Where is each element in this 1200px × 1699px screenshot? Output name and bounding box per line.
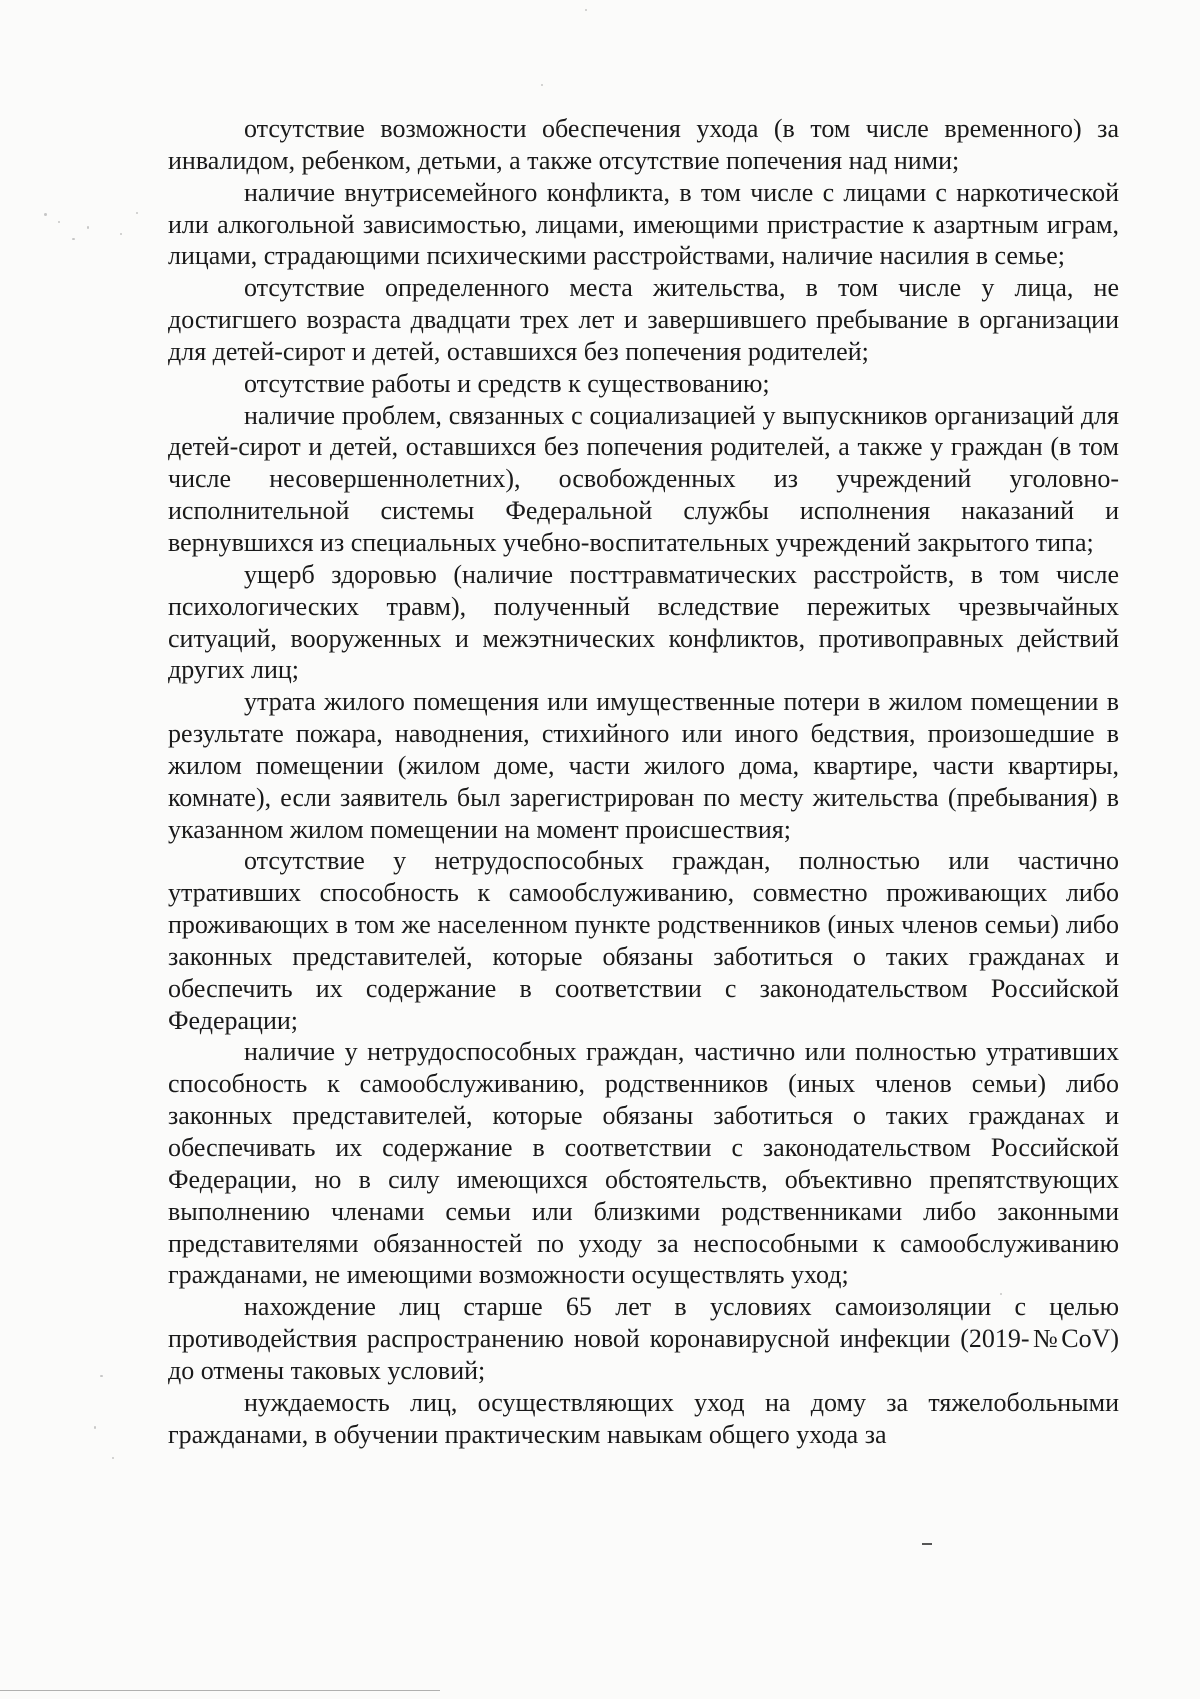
paragraph: наличие внутрисемейного конфликта, в том числе с лицами с наркотической или алкогольной зависимостью, лицами, имеющими пристрастие к азартным играм, лицами, страдающими психическими расстройствами, наличие насилия в семье; [168, 177, 1119, 271]
paragraph: отсутствие определенного места жительства, в том числе у лица, не достигшего возраста двадцати трех лет и завершившего пребывание в организации для детей-сирот и детей, оставшихся без попечения родителей; [168, 273, 1119, 366]
paragraph: ущерб здоровью (наличие посттравматических расстройств, в том числе психологических травм), полученный вследствие пережитых чрезвычайных ситуаций, вооруженных и межэтнических конфликтов, противоправных действий других лиц; [168, 559, 1119, 685]
scan-speck [541, 84, 543, 86]
paragraph: отсутствие у нетрудоспособных граждан, полностью или частично утративших способность к самообслуживанию, совместно проживающих либо проживающих в том же населенном пункте родственников (иных членов семьи) либо законных представителей, которые обязаны заботиться о таких гражданах и обеспечить их содержание в соответствии с законодательством Российской Федерации; [168, 846, 1119, 1035]
paragraph: нахождение лиц старше 65 лет в условиях самоизоляции с целью противодействия распространению новой коронавирусной инфекции (2019-№CoV) до отмены таковых условий; [168, 1292, 1119, 1385]
scan-speck [136, 212, 138, 214]
paragraph: отсутствие возможности обеспечения ухода (в том числе временного) за инвалидом, ребенком, детьми, а также отсутствие попечения над ними; [168, 114, 1119, 175]
paragraph: нуждаемость лиц, осуществляющих уход на дому за тяжелобольными гражданами, в обучении практическим навыкам общего ухода за [168, 1387, 1119, 1449]
paragraph: наличие проблем, связанных с социализацией у выпускников организаций для детей-сирот и детей, оставшихся без попечения родителей, а также у граждан (в том числе несовершеннолетних), освобожденных из учреждений уголовно-исполнительной системы Федеральной службы исполнения наказаний и вернувшихся из специальных учебно-воспитательных учреждений закрытого типа; [168, 400, 1119, 557]
scan-speck [585, 9, 587, 11]
scan-speck [94, 1426, 96, 1429]
paragraph: утрата жилого помещения или имущественные потери в жилом помещении в результате пожара, наводнения, стихийного или иного бедствия, произошедшие в жилом помещении (жилом доме, части жилого дома, квартире, части квартиры, комнате), если заявитель был зарегистрирован по месту жительства (пребывания) в указанном жилом помещении на момент происшествия; [168, 687, 1119, 844]
scan-speck [72, 238, 75, 240]
paragraph: отсутствие работы и средств к существованию; [244, 368, 770, 398]
scan-mark [922, 1543, 932, 1545]
scan-speck [112, 1457, 114, 1459]
scan-speck [120, 233, 122, 235]
paragraph: наличие у нетрудоспособных граждан, частично или полностью утративших способность к самообслуживанию, родственников (иных членов семьи) либо законных представителей, которые обязаны заботиться о таких гражданах и обеспечивать их содержание в соответствии с законодательством Российской Федерации, но в силу имеющихся обстоятельств, объективно препятствующих выполнению членами семьи или близкими родственниками либо законными представителями обязанностей по уходу за неспособными к самообслуживанию гражданами, не имеющими возможности осуществлять уход; [168, 1037, 1119, 1290]
scan-speck [44, 213, 47, 216]
scan-edge-line [0, 1690, 440, 1691]
document-body [168, 113, 1119, 1450]
scan-speck [58, 221, 60, 223]
scan-speck [87, 226, 89, 229]
scan-speck [100, 1375, 103, 1377]
